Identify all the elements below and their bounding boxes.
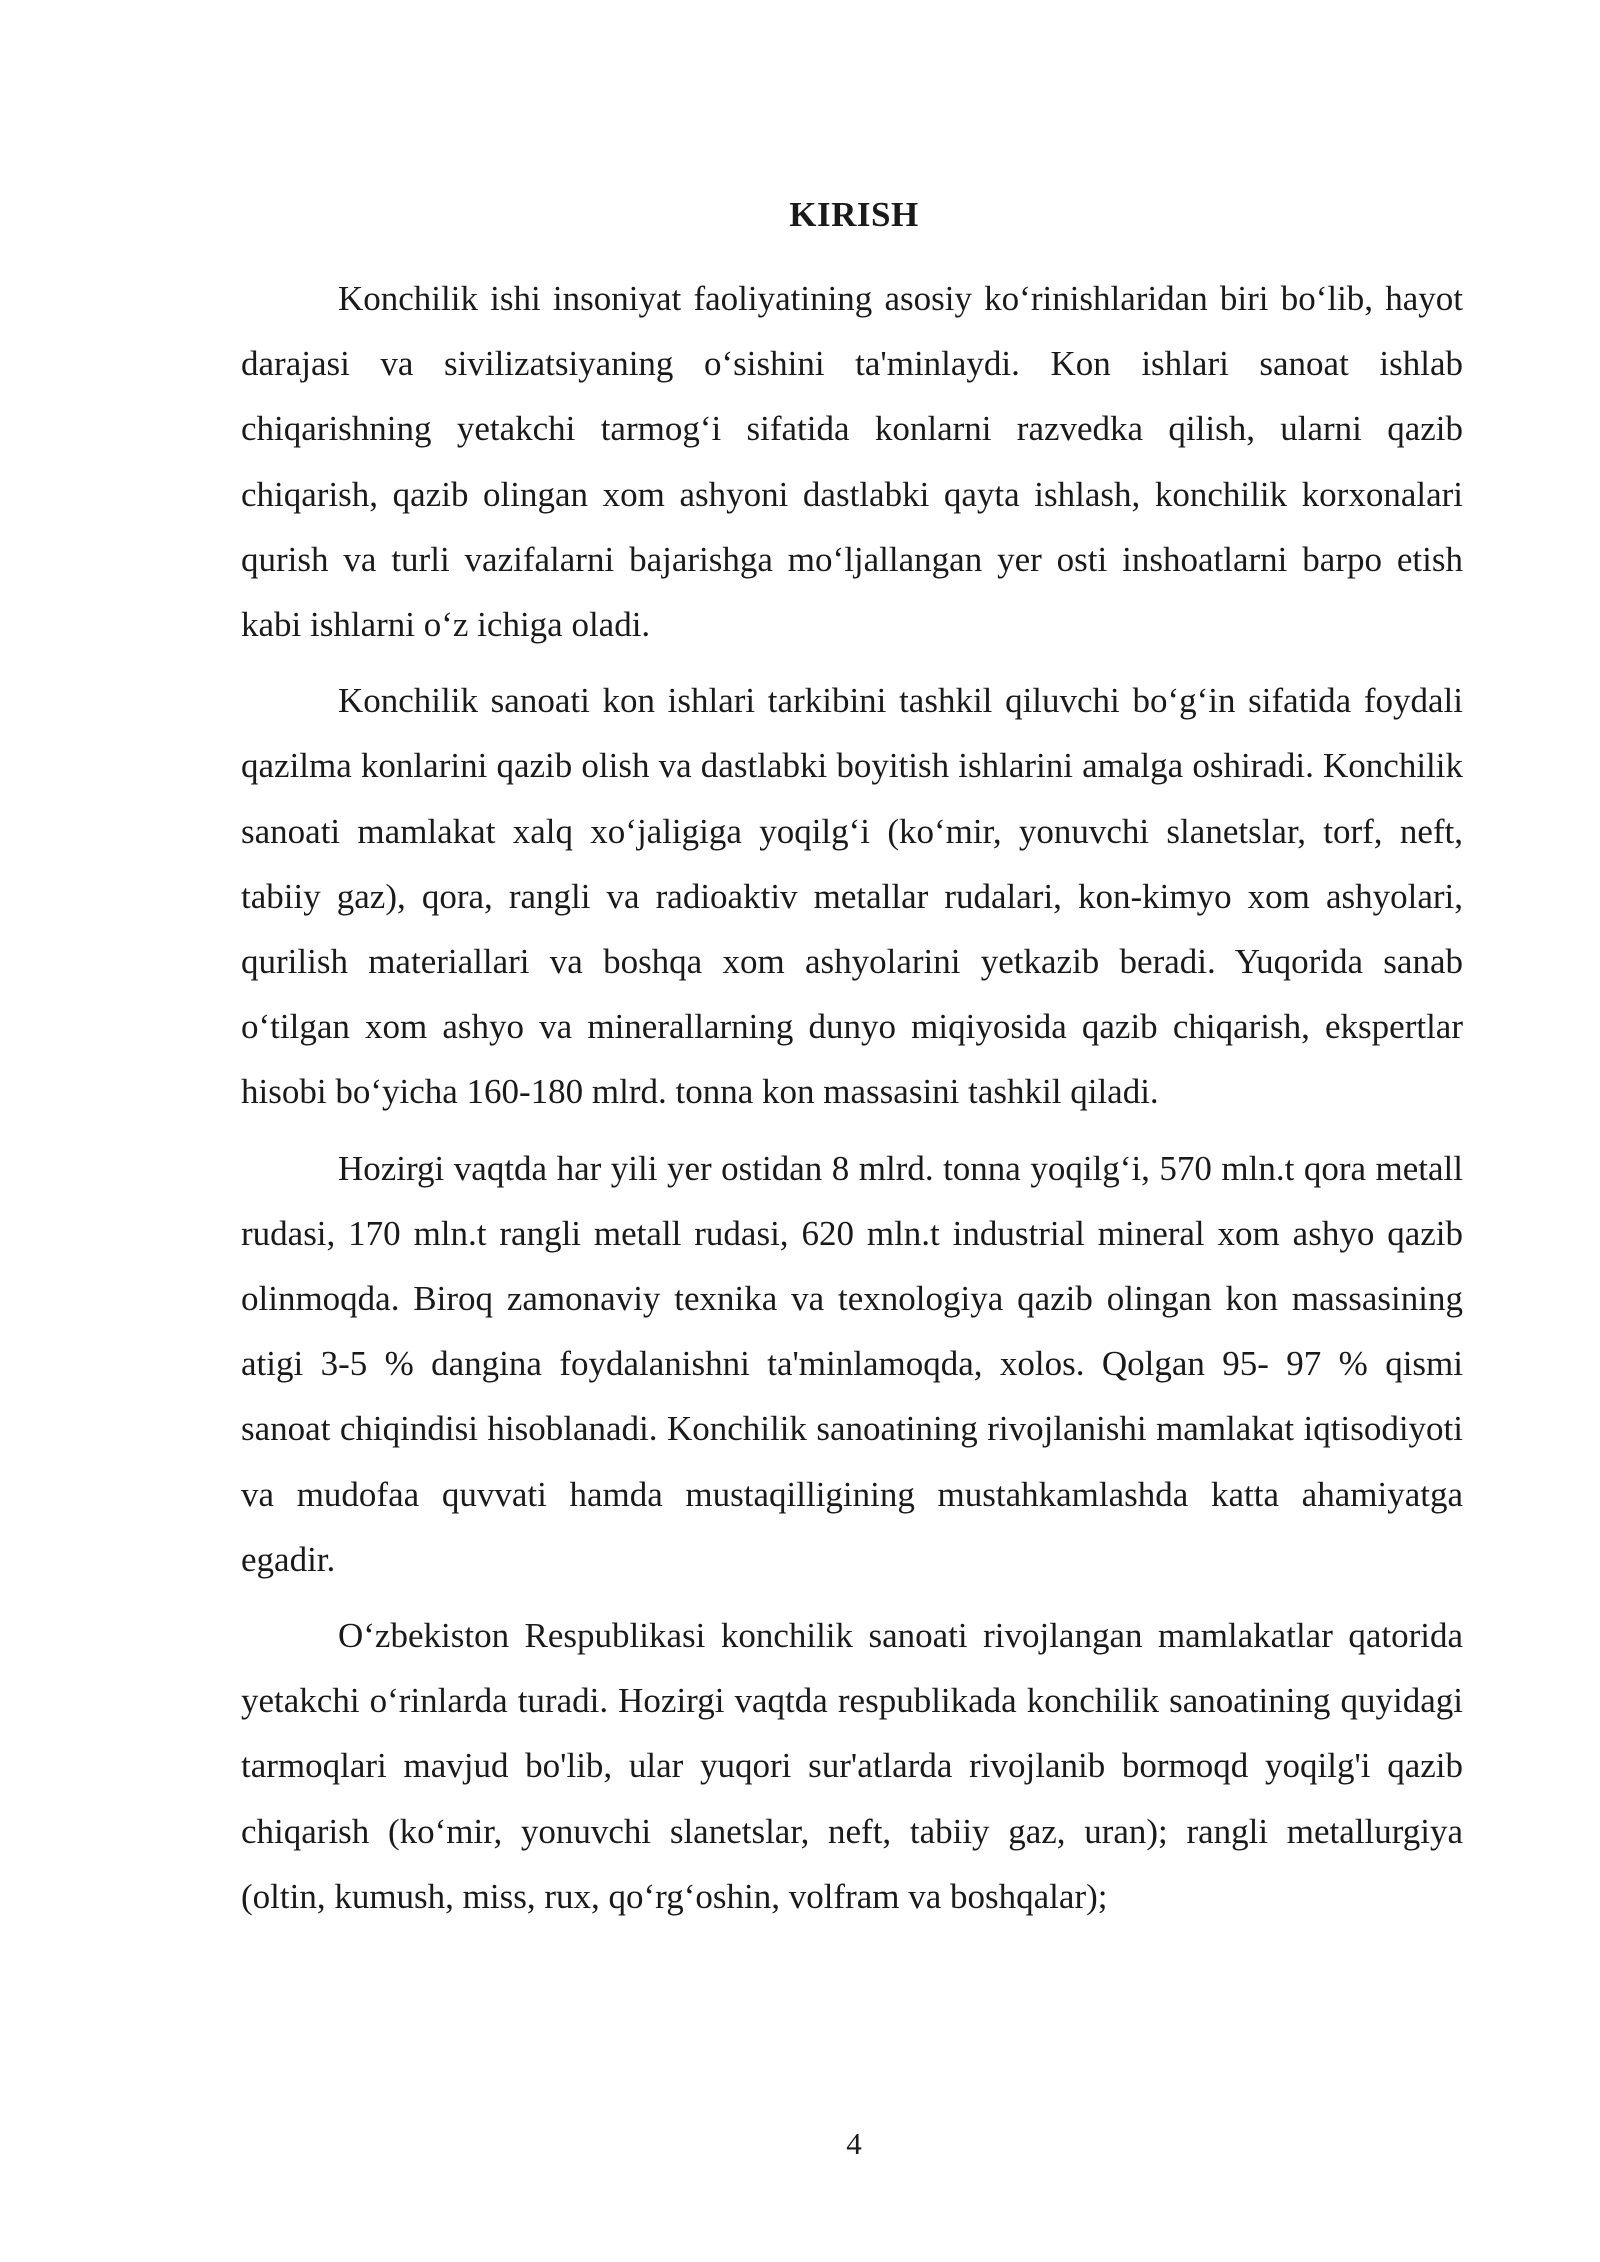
page-title: KIRISH xyxy=(789,195,919,234)
paragraph-3: Hozirgi vaqtda har yili yer ostidan 8 mlrd. tonna yoqilg‘i, 570 mln.t qora metall rudasi, 170 mln.t rangli metall rudasi, 620 mln.t industrial mineral xom ashyo qazib olinmoqda. Biroq zamonaviy texnika va texnologiya qazib olingan kon massasining atigi 3-5 % dangina foydalanishni ta'minlamoqda, xolos. Qolgan 95- 97 % qismi sanoat chiqindisi hisoblanadi. Konchilik sanoatining rivojlanishi mamlakat iqtisodiyoti va mudofaa quvvati hamda mustaqilligining mustahkamlashda katta ahamiyatga egadir. xyxy=(241,1148,1463,1579)
body-text xyxy=(241,266,1463,1940)
paragraph-4: O‘zbekiston Respublikasi konchilik sanoati rivojlangan mamlakatlar qatorida yetakchi o‘rinlarda turadi. Hozirgi vaqtda respublikada konchilik sanoatining quyidagi tarmoqlari mavjud bo'lib, ular yuqori sur'atlarda rivojlanib bormoqd yoqilg'i qazib chiqarish (ko‘mir, yonuvchi slanetslar, neft, tabiiy gaz, uran); rangli metallurgiya (oltin, kumush, miss, rux, qo‘rg‘oshin, volfram va boshqalar); xyxy=(241,1616,1463,1916)
paragraph-1: Konchilik ishi insoniyat faoliyatining asosiy ko‘rinishlaridan biri bo‘lib, hayot darajasi va sivilizatsiyaning o‘sishini ta'minlaydi. Kon ishlari sanoat ishlab chiqarishning yetakchi tarmog‘i sifatida konlarni razvedka qilish, ularni qazib chiqarish, qazib olingan xom ashyoni dastlabki qayta ishlash, konchilik korxonalari qurish va turli vazifalarni bajarishga mo‘ljallangan yer osti inshoatlarni barpo etish kabi ishlarni o‘z ichiga oladi. xyxy=(241,279,1463,645)
page-number: 4 xyxy=(846,2126,862,2161)
paragraph-2: Konchilik sanoati kon ishlari tarkibini tashkil qiluvchi bo‘g‘in sifatida foydali qazilma konlarini qazib olish va dastlabki boyitish ishlarini amalga oshiradi. Konchilik sanoati mamlakat xalq xo‘jaligiga yoqilg‘i (ko‘mir, yonuvchi slanetslar, torf, neft, tabiiy gaz), qora, rangli va radioaktiv metallar rudalari, kon-kimyo xom ashyolari, qurilish materiallari va boshqa xom ashyolarini yetkazib beradi. Yuqorida sanab o‘tilgan xom ashyo va minerallarning dunyo miqiyosida qazib chiqarish, ekspertlar hisobi bo‘yicha 160-180 mlrd. tonna kon massasini tashkil qiladi. xyxy=(241,681,1463,1112)
